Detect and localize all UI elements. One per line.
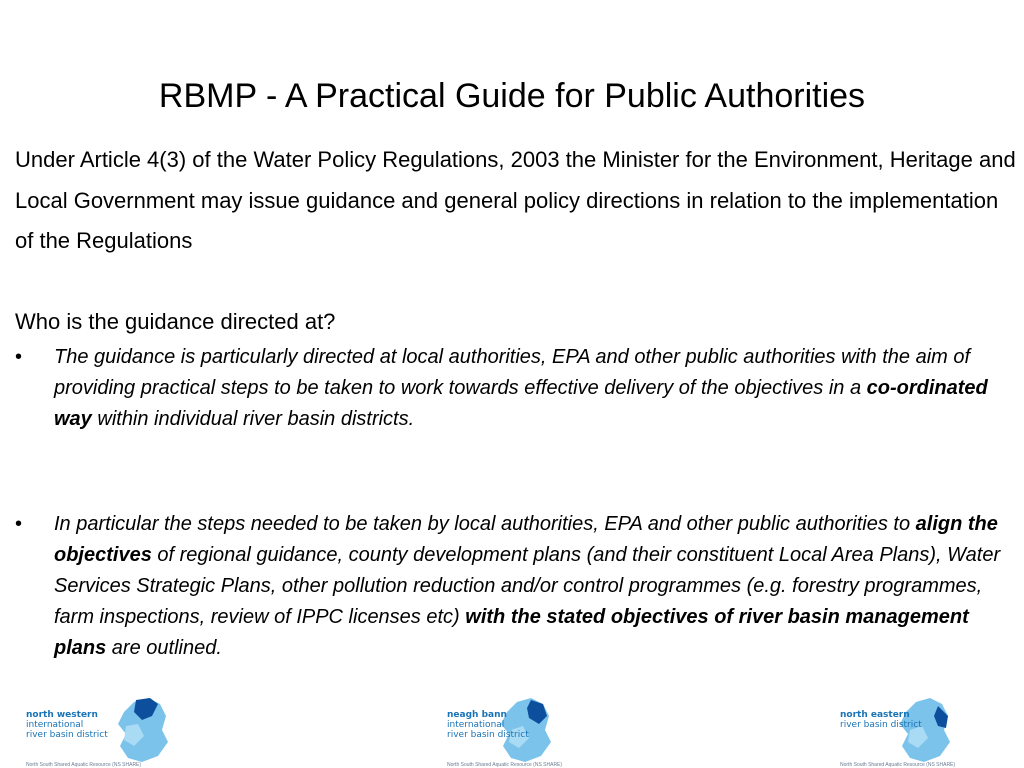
- logo-subtitle: river basin district: [447, 730, 529, 740]
- logo-footer: North South Shared Aquatic Resource (NS SHARE): [840, 762, 956, 768]
- logo-subtitle: international: [447, 720, 505, 730]
- logo-north-eastern: [840, 696, 990, 768]
- bullet-text-1: [54, 342, 1020, 435]
- logo-name: north western: [26, 710, 98, 720]
- logo-neagh-bann: [447, 696, 597, 768]
- bullet-symbol: •: [15, 513, 23, 535]
- logo-footer: North South Shared Aquatic Resource (NS SHARE): [447, 762, 563, 768]
- bullet1-bold-coordinated: co-ordinated way: [54, 377, 988, 430]
- logo-text: [26, 710, 108, 740]
- bullet1-part2: within individual river basin districts.: [91, 408, 415, 430]
- logo-subtitle: international: [26, 720, 84, 730]
- logo-subtitle: river basin district: [26, 730, 108, 740]
- bullet-item-2: [15, 509, 1020, 664]
- logo-subtitle: river basin district: [840, 720, 922, 730]
- logo-north-western: [26, 696, 176, 768]
- bullet1-part1: The guidance is particularly directed at local authorities, EPA and other public authorities with the aim of providing practical steps to be taken to work towards effective delivery of the objectives in a: [54, 346, 971, 399]
- logo-text: [447, 710, 529, 740]
- bullet2-part2: of regional guidance, county development plans (and their constituent Local Area Plans), Water Services Strategic Plans, other pollution reduction and/or control programmes (e.g. forestry programmes, farm inspections, review of IPPC licenses etc): [54, 544, 1001, 628]
- bullet2-bold-stated-objectives: with the stated objectives of river basin management plans: [54, 606, 969, 659]
- logo-name: north eastern: [840, 710, 910, 720]
- slide-title: RBMP - A Practical Guide for Public Authorities: [158, 77, 866, 115]
- logo-name: neagh bann: [447, 710, 507, 720]
- intro-paragraph: Under Article 4(3) of the Water Policy Regulations, 2003 the Minister for the Environment, Heritage and Local Government may issue guidance and general policy directions in relation to the implementation of the Regulations: [15, 147, 1016, 253]
- ireland-map-icon: [840, 696, 990, 768]
- logo-footer: North South Shared Aquatic Resource (NS SHARE): [26, 762, 142, 768]
- bullet-text-2: [54, 509, 1020, 664]
- logo-text: [840, 710, 922, 730]
- bullet2-bold-align: align the objectives: [54, 513, 998, 566]
- bullet-item-1: [15, 342, 1020, 435]
- question-heading: Who is the guidance directed at?: [15, 309, 336, 334]
- bullet2-part3: are outlined.: [106, 637, 222, 659]
- bullet-symbol: •: [15, 346, 23, 368]
- bullet2-part1: In particular the steps needed to be taken by local authorities, EPA and other public authorities to: [54, 513, 916, 535]
